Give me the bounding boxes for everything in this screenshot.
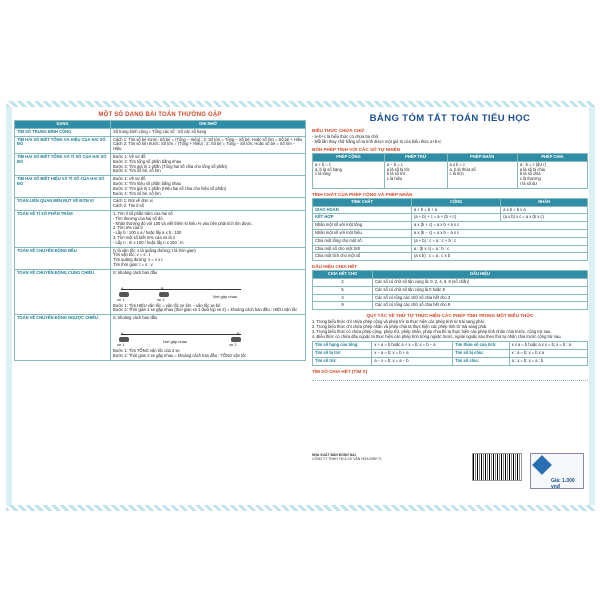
div-head: DẤU HIỆU xyxy=(373,271,588,279)
row-label: TÌM HAI SỐ BIẾT TỔNG VÀ TỈ SỐ CỦA HAI SỐ ĐÓ xyxy=(15,153,111,175)
prop-name: Nhân một số với một hiệu xyxy=(313,229,412,237)
prop-add: a x (b + c) = a x b + a x c xyxy=(411,222,587,230)
op-head: PHÉP TRỪ xyxy=(384,154,447,162)
table-row xyxy=(15,315,306,360)
props-row xyxy=(313,229,588,237)
op-line: a, b là số hạng xyxy=(315,166,342,172)
find-rule: x − a = b; x = b + a xyxy=(372,349,453,357)
row-line: - Lấy n : m x 100 / hoặc lấy n x 100 : m xyxy=(113,239,184,245)
find-rule: x x a = b hoặc a x x = b; x = b : a xyxy=(509,342,587,350)
ops-title: BỐN PHÉP TÍNH VỚI CÁC SỐ TỰ NHIÊN xyxy=(312,147,401,152)
find-rule: x + a = b hoặc a + x = b; x = b − a xyxy=(372,342,453,350)
div-rule: Các số có tổng các chữ số chia hết cho 3 xyxy=(373,294,588,302)
prop-add: a : (b x c) = a : b : c xyxy=(411,245,587,253)
row-line: Bước 2: Thời gian 2 xe gặp nhau (thời gian xe 1 đuổi kịp xe 2) = khoảng cách ban đầu : HIỆU vận tốc xyxy=(113,307,298,313)
publisher-company: CÔNG TY TNHH TM & DV VĂN HÓA ĐINH TỊ xyxy=(312,457,382,461)
row-line: Bước 1: Tìm TỔNG vận tốc của 2 xe xyxy=(113,347,180,353)
prop-add: (a + b) : c = a : c + b : c xyxy=(411,237,587,245)
table-row xyxy=(15,247,306,269)
col-type: DẠNG xyxy=(15,121,111,129)
car-icon xyxy=(119,292,129,297)
op-line: a, b là thừa số xyxy=(449,166,476,172)
car1-label: xe 1 xyxy=(117,341,125,347)
props-row xyxy=(313,222,588,230)
table-row xyxy=(15,128,306,136)
div-n: 9 xyxy=(313,302,373,310)
row-line: Tìm thời gian: t = s : v xyxy=(113,261,153,267)
props-row xyxy=(313,237,588,245)
publisher-logo xyxy=(530,453,584,489)
row-line: - Tìm thương của hai số đó. xyxy=(113,215,164,221)
car1-label: xe 1 xyxy=(117,296,125,302)
barcode-icon xyxy=(472,453,522,481)
point-b: B xyxy=(161,285,164,291)
same-direction-diagram xyxy=(113,277,303,303)
expr-line: - a+b+c là biểu thức có chứa ba chữ xyxy=(312,134,379,139)
row-line: - Lấy b : 100 x a / hoặc lấy a x b : 100 xyxy=(113,230,182,236)
row-line: Bước 3: Tìm giá trị 1 phần (Hiệu hai số chia cho hiệu số phần) xyxy=(113,185,226,191)
order-line: 2. Trong biểu thức chỉ chứa phép nhân và phép chia ta thực hiện các phép tính từ trái sang phải. xyxy=(312,324,488,330)
row-line: Bước 1: Vẽ sơ đồ xyxy=(113,153,146,159)
div-title: DẤU HIỆU CHIA HẾT xyxy=(312,264,358,270)
props-table xyxy=(312,198,588,261)
row-line: Bước 3: Tìm giá trị 1 phần (Tổng hai số chia cho tổng số phần) xyxy=(113,163,228,169)
op-line: c là tổng xyxy=(315,171,331,177)
prop-mul: a x b = b x a xyxy=(501,206,588,214)
div-head: CHIA HẾT CHO xyxy=(313,271,373,279)
main-title: BẢNG TÓM TẮT TOÁN TIỂU HỌC xyxy=(369,113,531,124)
find-label: Tìm số chia: xyxy=(453,357,510,365)
publisher-box xyxy=(312,453,462,461)
prop-mul: (a x b) x c = a x (b x c) xyxy=(501,214,588,222)
row-line: 3. Tìm một số biết m% của nó là n xyxy=(113,234,176,240)
div-n: 3 xyxy=(313,294,373,302)
row-line: Bước 4: Tìm số bé, số lớn xyxy=(113,190,161,196)
prop-add: (a + b) + c = a + (b + c) xyxy=(411,214,500,222)
row-line: Cách 1: Tìm số bé trước: Số bé = (Tổng − Hiệu) : 2; Số lớn = Tổng − Số bé; Hoặc số lớn = Số bé + Hiệu xyxy=(113,136,303,142)
op-line: a + b = c xyxy=(315,161,331,167)
op-line: r là số dư xyxy=(519,180,538,186)
row-content xyxy=(111,176,306,198)
find-label: Tìm số bị chia: xyxy=(453,349,510,357)
row-line: Tìm quãng đường: s = v x t xyxy=(113,257,163,263)
prop-name: GIAO HOÁN xyxy=(313,206,412,214)
order-title: QUY TẮC VỀ THỨ TỰ THỰC HIỆN CÁC PHÉP TÍNH TRONG MỘT BIỂU THỨC xyxy=(366,313,534,319)
find-rule: x : a = b; x = b x a xyxy=(509,349,587,357)
road-line xyxy=(121,285,241,291)
footer xyxy=(312,453,588,497)
ops-table xyxy=(312,153,588,189)
table-row xyxy=(15,210,306,247)
op-cell xyxy=(384,161,447,188)
table-row xyxy=(15,269,306,314)
expr-line: - Mỗi lần thay chữ bằng số ta tính được một giá trị của biểu thức a+b+c xyxy=(312,139,442,144)
div-n: 5 xyxy=(313,286,373,294)
prop-name: Chia một tổng cho một số xyxy=(313,237,412,245)
find-rule: a − x = b; x = a − b xyxy=(372,357,453,365)
op-line: c là hiệu xyxy=(386,176,403,182)
props-title: TÍNH CHẤT CỦA PHÉP CỘNG VÀ PHÉP NHÂN xyxy=(312,191,413,197)
prop-name: Nhân một số với một tổng xyxy=(313,222,412,230)
prop-name: Chia một tích cho một số xyxy=(313,253,412,261)
op-line: c là thương xyxy=(519,176,541,182)
row-content xyxy=(111,128,306,136)
op-line: a là số bị chia xyxy=(519,166,545,172)
table-row xyxy=(15,176,306,198)
props-row xyxy=(313,206,588,214)
row-content xyxy=(111,153,306,175)
row-label: TÌM SỐ TRUNG BÌNH CỘNG xyxy=(15,128,111,136)
op-cell xyxy=(313,161,385,188)
find-label: Tìm số bị trừ: xyxy=(313,349,372,357)
row-content xyxy=(111,210,306,247)
find-div-title: TÌM SỐ CHIA HẾT (TÌM X) xyxy=(312,368,368,374)
row-content xyxy=(111,198,306,211)
row-line: Số trung bình cộng = Tổng các số : Số các số hạng xyxy=(113,128,207,134)
row-line: Bước 4: Tìm số bé, số lớn xyxy=(113,168,161,174)
row-line: S: khoảng cách ban đầu xyxy=(113,269,158,275)
props-row xyxy=(313,245,588,253)
prop-add: a + b = b + a xyxy=(411,206,500,214)
logo-icon xyxy=(532,455,552,475)
row-label: TOÁN VỀ CHUYỂN ĐỘNG NGƯỢC CHIỀU xyxy=(15,315,111,360)
op-line: b là số chia xyxy=(519,171,541,177)
row-line: Cách 2: Tìm số lớn trước: Số lớn = (Tổng + Hiệu) : 2; Số bé = Tổng − Số lớn; Hoặc số bé = Số lớn − Hiệu xyxy=(113,141,296,152)
row-line: 1. Tìm tỉ số phần trăm của hai số xyxy=(113,210,173,216)
table-row xyxy=(15,198,306,211)
row-label: TÌM HAI SỐ BIẾT TỔNG VÀ HIỆU CỦA HAI SỐ ĐÓ xyxy=(15,136,111,153)
left-title: MỘT SỐ DẠNG BÀI TOÁN THƯỜNG GẶP xyxy=(98,112,222,118)
price: Giá: 1.000 vnđ xyxy=(551,478,575,490)
props-head-mul: NHÂN xyxy=(501,198,588,206)
op-line: b là số trừ xyxy=(386,171,406,177)
prop-name: Chia một số cho một tích xyxy=(313,245,412,253)
row-line: (v là vận tốc; s là quãng đường; t là thời gian) xyxy=(113,247,196,253)
op-head: PHÉP CỘNG xyxy=(313,154,385,162)
order-line: 1. Trong biểu thức chỉ chứa phép cộng và phép trừ ta thực hiện các phép tính từ trái sang phải. xyxy=(312,319,485,325)
find-label: Tìm số trừ: xyxy=(313,357,372,365)
row-line: Tìm vận tốc: v = s : t xyxy=(113,252,150,258)
op-cell xyxy=(517,161,587,188)
point-a: A xyxy=(121,285,124,291)
opposite-direction-diagram xyxy=(113,322,303,348)
prop-name: KẾT HỢP xyxy=(313,214,412,222)
poster xyxy=(6,101,595,511)
props-head-add: CỘNG xyxy=(411,198,500,206)
row-line: Bước 1: Tìm HIỆU vận tốc = vận tốc xe lớn − vận tốc xe bé xyxy=(113,302,221,308)
find-label: Tìm thừa số của tích: xyxy=(453,342,510,350)
row-label: TOÁN VỀ TỈ SỐ PHẦN TRĂM xyxy=(15,210,111,247)
row-label: TOÁN VỀ CHUYỂN ĐỘNG CÙNG CHIỀU xyxy=(15,269,111,314)
point-a: A xyxy=(121,330,124,336)
right-panel xyxy=(312,111,588,503)
find-x-table xyxy=(312,341,588,365)
forms-table xyxy=(14,120,306,361)
publisher-name: NHÀ XUẤT BẢN ĐỒNG NAI xyxy=(312,453,356,457)
meeting-label: Nơi gặp nhau xyxy=(163,338,188,344)
row-line: 2. Tìm a% của b xyxy=(113,225,143,231)
row-label: TOÁN LIÊN QUAN ĐẾN RÚT VỀ ĐƠN VỊ xyxy=(15,198,111,211)
bottom-border xyxy=(6,505,595,511)
div-rule: Các số có chữ số tận cùng là 0 hoặc 5 xyxy=(373,286,588,294)
div-rule: Các số có tổng các chữ số chia hết cho 9 xyxy=(373,302,588,310)
row-line: Bước 2: Thời gian 2 xe gặp nhau = khoảng cách ban đầu : TỔNG vận tốc xyxy=(113,352,247,358)
div-rule: Các số có chữ số tận cùng là: 0, 2, 4, 6, 8 (số chẵn) xyxy=(373,278,588,286)
find-label: Tìm số hạng của tổng: xyxy=(313,342,372,350)
op-line: a x b = c xyxy=(449,161,466,167)
order-line: 3. Trong biểu thức có chứa phép cộng, phép trừ, phép nhân, phép chia thì ta thực hiện các phép tính nhân chia trước, cộng trừ sau. xyxy=(312,329,552,335)
prop-add: a x (b − c) = a x b − a x c xyxy=(411,229,587,237)
car2-label: xe 2 xyxy=(229,341,237,347)
car2-label: xe 2 xyxy=(157,296,165,302)
road-line xyxy=(121,330,241,336)
row-line: - Nhân thương đó với 100 và viết thêm kí hiệu % vào bên phải tích tìm được. xyxy=(113,220,253,226)
ruled-line xyxy=(312,375,588,381)
op-line: a − b = c xyxy=(386,161,403,167)
table-row xyxy=(15,136,306,153)
row-line: S: khoảng cách ban đầu xyxy=(113,315,158,321)
op-head: PHÉP CHIA xyxy=(517,154,587,162)
row-content xyxy=(111,315,306,360)
row-label: TÌM HAI SỐ BIẾT HIỆU VÀ TỈ SỐ CỦA HAI SỐ ĐÓ xyxy=(15,176,111,198)
prop-add: (a x b) : c = a : c x b xyxy=(411,253,587,261)
row-line: Bước 1: Vẽ sơ đồ xyxy=(113,176,146,182)
op-head: PHÉP NHÂN xyxy=(447,154,517,162)
find-rule: a : x = b; x = a : b xyxy=(509,357,587,365)
left-panel xyxy=(14,111,306,503)
props-row xyxy=(313,214,588,222)
col-note: GHI NHỚ xyxy=(111,121,306,129)
op-line: c là tích xyxy=(449,171,464,177)
row-content xyxy=(111,247,306,269)
row-content xyxy=(111,136,306,153)
row-line: Cách 1: Rút về đơn vị xyxy=(113,198,153,204)
table-row xyxy=(15,153,306,175)
point-b: B xyxy=(237,330,240,336)
order-line: 4. Biểu thức có chứa dấu ngoặc ta thực hiện các phép tính trong ngoặc trước, ngoài ngoặc sau theo thứ tự nhân chia trước cộng trừ sau. xyxy=(312,334,562,340)
op-line: a là số bị trừ xyxy=(386,166,410,172)
expr-title: BIỂU THỨC CHỨA CHỮ xyxy=(312,128,365,133)
props-corner: TÍNH CHẤT xyxy=(313,198,412,206)
row-line: Cách 2: Tìm tỉ số xyxy=(113,203,144,209)
div-n: 2 xyxy=(313,278,373,286)
props-row xyxy=(313,253,588,261)
op-line: a : b = c (dư r) xyxy=(519,161,546,167)
op-cell xyxy=(447,161,517,188)
row-line: Bước 2: Tìm tổng số phần bằng nhau xyxy=(113,158,182,164)
car-icon xyxy=(159,292,169,297)
meeting-label: Nơi gặp nhau xyxy=(213,293,238,299)
row-label: TOÁN VỀ CHUYỂN ĐỘNG ĐỀU xyxy=(15,247,111,269)
row-line: Bước 2: Tìm hiệu số phần bằng nhau xyxy=(113,180,181,186)
row-content xyxy=(111,269,306,314)
div-table xyxy=(312,270,588,310)
